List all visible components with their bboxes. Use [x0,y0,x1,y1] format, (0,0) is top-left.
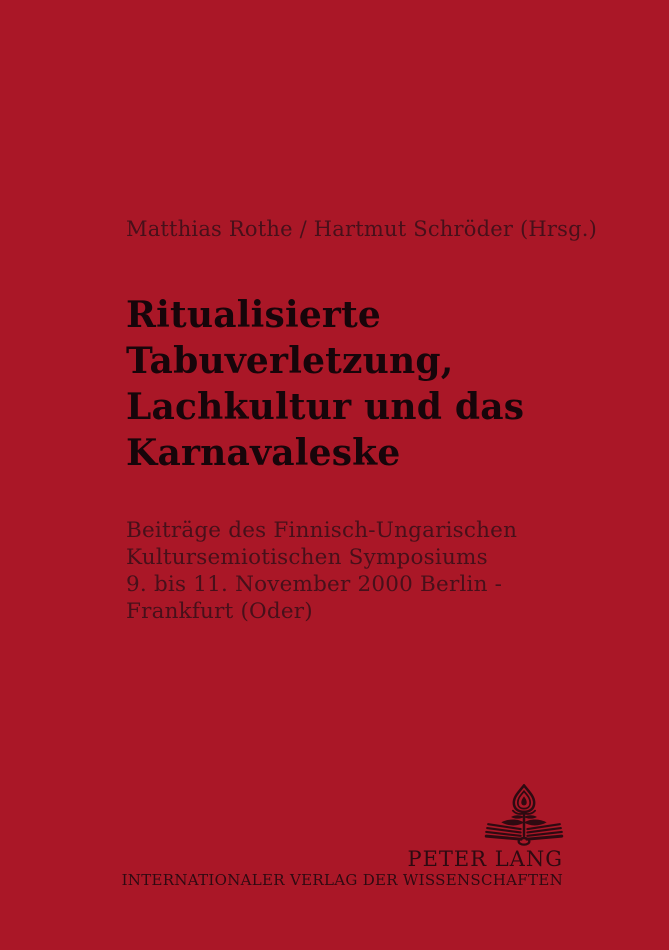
author-line: Matthias Rothe / Hartmut Schröder (Hrsg.) [126,217,598,241]
publisher-name: PETER LANG [407,847,563,871]
book-title [126,292,524,476]
peter-lang-logo-icon [484,784,564,846]
title-line-2: Tabuverletzung, [126,340,454,382]
title-line-3: Lachkultur und das [126,386,525,428]
publisher-tagline: INTERNATIONALER VERLAG DER WISSENSCHAFTEN [121,871,563,889]
subtitle-line-1: Beiträge des Finnisch-Ungarischen [126,518,518,543]
subtitle-line-4: Frankfurt (Oder) [126,599,313,624]
publisher-block [122,784,563,890]
title-line-1: Ritualisierte [126,294,382,336]
subtitle-line-2: Kultursemiotischen Symposiums [126,545,488,570]
subtitle-line-3: 9. bis 11. November 2000 Berlin - [126,572,503,597]
book-subtitle [126,517,517,625]
title-line-4: Karnavaleske [126,432,401,474]
